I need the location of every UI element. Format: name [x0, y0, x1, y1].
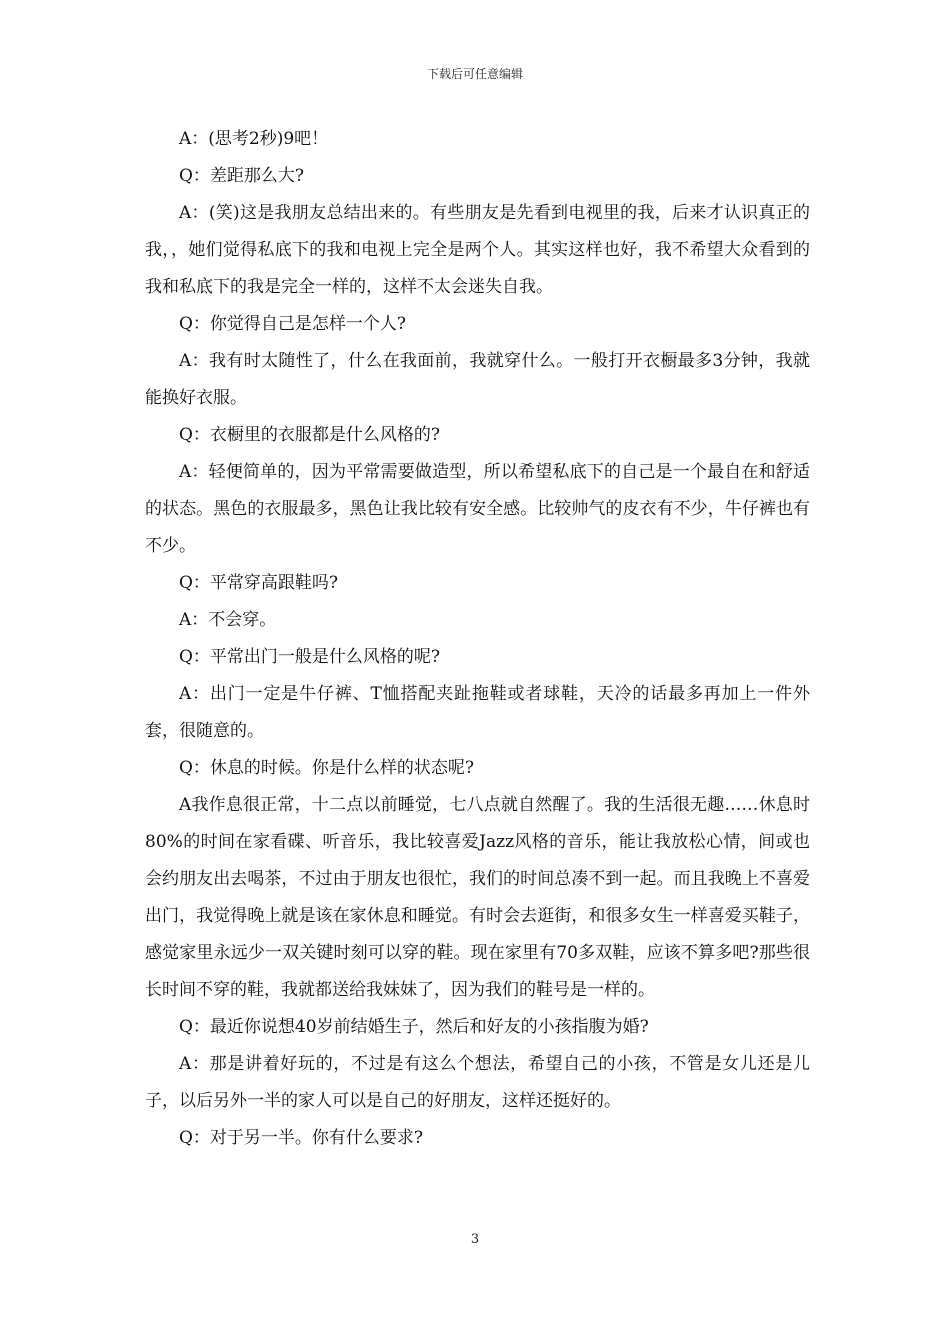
page-number: 3 [470, 1232, 480, 1247]
paragraph: Q：衣橱里的衣服都是什么风格的? [179, 425, 441, 445]
paragraph: A：那是讲着好玩的，不过是有这么个想法，希望自己的小孩，不管是女儿还是儿子，以后另外一半的家人可以是自己的好朋友，这样还挺好的。 [145, 1054, 810, 1111]
paragraph: A我作息很正常，十二点以前睡觉，七八点就自然醒了。我的生活很无趣……休息时80%的时间在家看碟、听音乐，我比较喜爱Jazz风格的音乐，能让我放松心情，间或也会约朋友出去喝茶，不过由于朋友也很忙，我们的时间总凑不到一起。而且我晚上不喜爱出门，我觉得晚上就是该在家休息和睡觉。有时会去逛街，和很多女生一样喜爱买鞋子，感觉家里永远少一双关键时刻可以穿的鞋。现在家里有70多双鞋，应该不算多吧?那些很长时间不穿的鞋，我就都送给我妹妹了，因为我们的鞋号是一样的。 [145, 795, 810, 1000]
paragraph: Q：你觉得自己是怎样一个人? [179, 314, 407, 334]
paragraph: Q：平常出门一般是什么风格的呢? [179, 647, 441, 667]
paragraph: A：轻便简单的，因为平常需要做造型，所以希望私底下的自己是一个最自在和舒适的状态。黑色的衣服最多，黑色让我比较有安全感。比较帅气的皮衣有不少，牛仔裤也有不少。 [145, 462, 810, 556]
paragraph: A：不会穿。 [179, 610, 277, 630]
paragraph: Q：对于另一半。你有什么要求? [179, 1128, 424, 1148]
page-header: 下载后可任意编辑 [426, 67, 523, 81]
paragraph: Q：最近你说想40岁前结婚生子，然后和好友的小孩指腹为婚? [179, 1017, 649, 1037]
page-body [145, 121, 810, 1157]
paragraph: Q：休息的时候。你是什么样的状态呢? [179, 758, 475, 778]
paragraph: A：我有时太随性了，什么在我面前，我就穿什么。一般打开衣橱最多3分钟，我就能换好衣服。 [145, 351, 810, 408]
paragraph: Q：平常穿高跟鞋吗? [179, 573, 339, 593]
paragraph: A：出门一定是牛仔裤、T恤搭配夹趾拖鞋或者球鞋，天冷的话最多再加上一件外套，很随意的。 [145, 684, 810, 741]
paragraph: A：(笑)这是我朋友总结出来的。有些朋友是先看到电视里的我，后来才认识真正的我，，她们觉得私底下的我和电视上完全是两个人。其实这样也好，我不希望大众看到的我和私底下的我是完全一样的，这样不太会迷失自我。 [145, 203, 810, 297]
paragraph: A：(思考2秒)9吧！ [179, 129, 329, 149]
paragraph: Q：差距那么大? [179, 166, 305, 186]
